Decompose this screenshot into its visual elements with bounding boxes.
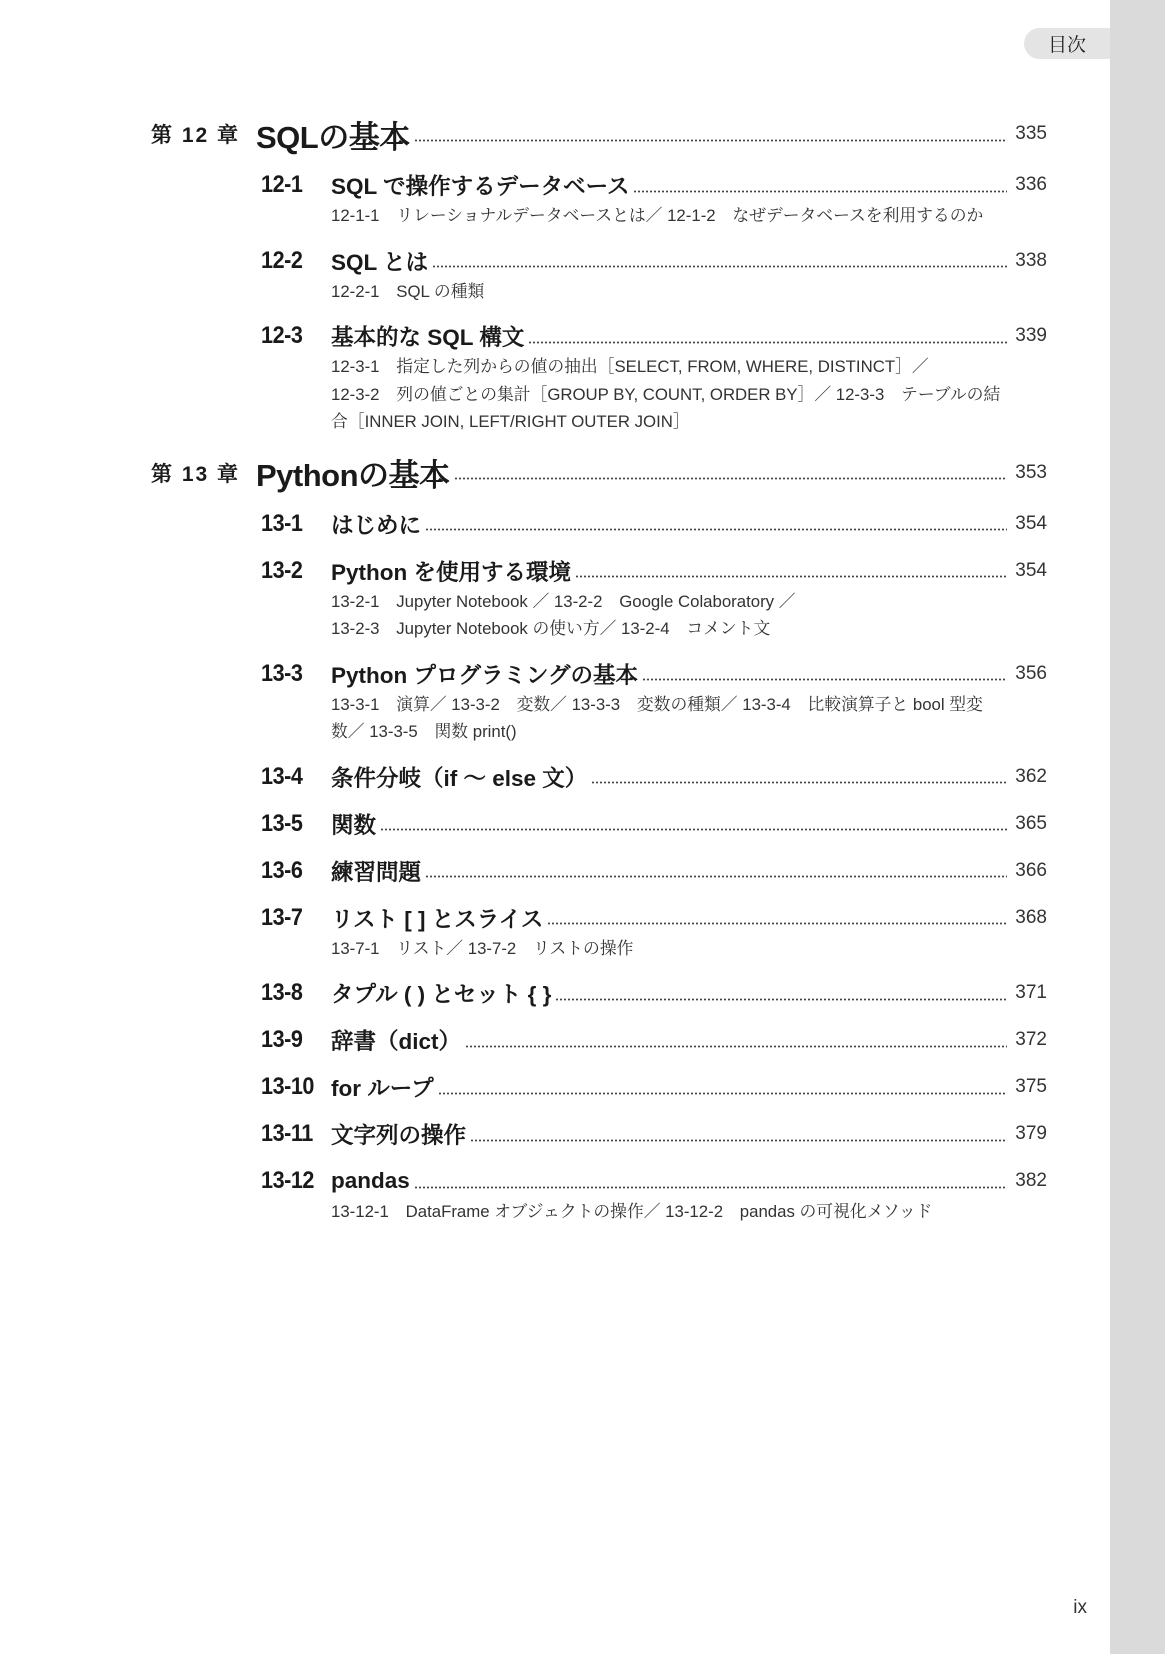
section-title: 条件分岐（if ～ else 文） [331, 765, 588, 791]
toc-section-13-12 [151, 1165, 1047, 1197]
toc-section-12-3 [151, 320, 1047, 352]
subsection-line: 12-3-1 指定した列からの値の抽出［SELECT, FROM, WHERE, DISTINCT］／ [331, 357, 929, 376]
section-title: SQL で操作するデータベース [331, 174, 630, 199]
page-ref: 335 [1015, 123, 1047, 144]
dot-leader [555, 998, 1007, 1001]
page-ref: 366 [1015, 859, 1047, 881]
subsection-line: 12-2-1 SQL の種類 [331, 281, 485, 301]
chapter-13-heading [151, 453, 1047, 493]
chapter-label: 第 13 章 [151, 462, 241, 486]
section-number: 13-4 [261, 762, 303, 790]
section-title: SQL とは [331, 249, 429, 275]
section-number: 13-3 [261, 659, 303, 687]
dot-leader [425, 875, 1007, 878]
chapter-title: SQLの基本 [256, 119, 410, 155]
page-ref: 372 [1015, 1029, 1047, 1050]
chapter-12-heading [151, 114, 1047, 154]
dot-leader [591, 781, 1007, 784]
page-ref: 365 [1015, 812, 1047, 834]
dot-leader [547, 922, 1007, 925]
chapter-label: 第 12 章 [151, 124, 241, 147]
section-number: 12-3 [261, 322, 303, 349]
toc-section-12-2 [151, 245, 1047, 277]
section-title: for ループ [331, 1076, 434, 1101]
section-number: 13-6 [261, 856, 303, 884]
dot-leader [425, 528, 1007, 531]
section-title: タプル ( ) とセット { } [331, 982, 552, 1007]
page-ref: 353 [1015, 461, 1047, 483]
subsection-list [151, 202, 1047, 230]
dot-leader [414, 139, 1008, 142]
section-title: 基本的な SQL 構文 [331, 325, 525, 350]
dot-leader [380, 828, 1007, 831]
section-number: 13-9 [261, 1026, 303, 1053]
section-number: 13-1 [261, 509, 303, 537]
page-ref: 339 [1015, 325, 1047, 346]
subsection-list [151, 1198, 1047, 1226]
section-number: 12-1 [261, 171, 303, 198]
toc-section-13-8 [151, 977, 1047, 1009]
page-number: ix [1073, 1597, 1087, 1618]
section-number: 13-11 [261, 1120, 313, 1147]
toc-section-13-5 [151, 808, 1047, 840]
dot-leader [470, 1139, 1007, 1142]
toc-section-13-11 [151, 1118, 1047, 1150]
section-title: 辞書（dict） [331, 1029, 462, 1054]
dot-leader [528, 341, 1007, 344]
dot-leader [575, 575, 1007, 578]
page-ref: 375 [1015, 1076, 1047, 1097]
page-ref: 338 [1015, 249, 1047, 271]
page-ref: 379 [1015, 1123, 1047, 1144]
page-ref: 382 [1015, 1170, 1047, 1191]
toc-section-13-4 [151, 761, 1047, 793]
toc-section-13-3 [151, 658, 1047, 690]
toc-section-13-7 [151, 902, 1047, 934]
toc-section-13-2 [151, 555, 1047, 587]
section-title: pandas [331, 1168, 410, 1193]
subsection-line: 13-2-1 Jupyter Notebook ／ 13-2-2 Google Colaboratory ／ [331, 591, 796, 611]
contents-tab: 目次 [1024, 28, 1110, 59]
subsection-list [151, 588, 1047, 643]
section-number: 13-7 [261, 903, 303, 931]
subsection-line: 13-2-3 Jupyter Notebook の使い方／ 13-2-4 コメント文 [331, 619, 771, 638]
dot-leader [642, 678, 1007, 681]
subsection-list [151, 935, 1047, 963]
dot-leader [438, 1092, 1008, 1095]
subsection-list [151, 691, 1047, 746]
table-of-contents [151, 114, 1047, 1226]
dot-leader [454, 477, 1008, 480]
page-ref: 356 [1015, 662, 1047, 684]
page-ref: 362 [1015, 765, 1047, 787]
section-number: 13-5 [261, 809, 303, 837]
section-number: 12-2 [261, 246, 303, 274]
page-ref: 336 [1015, 174, 1047, 195]
subsection-list [151, 278, 1047, 306]
section-title: はじめに [331, 512, 422, 538]
chapter-title: Pythonの基本 [256, 458, 450, 493]
section-title: 練習問題 [331, 859, 422, 885]
page-ref: 354 [1015, 512, 1047, 534]
section-number: 13-8 [261, 979, 303, 1006]
subsection-line: 13-7-1 リスト／ 13-7-2 リストの操作 [331, 938, 634, 958]
subsection-line: 13-3-1 演算／ 13-3-2 変数／ 13-3-3 変数の種類／ 13-3-4 比較演算子と bool 型変 [331, 694, 983, 714]
toc-section-13-1 [151, 508, 1047, 540]
page-ref: 368 [1015, 906, 1047, 928]
subsection-line: 12-3-2 列の値ごとの集計［GROUP BY, COUNT, ORDER BY］／ 12-3-3 テーブルの結 [331, 384, 1001, 404]
page-ref: 371 [1015, 982, 1047, 1003]
section-number: 13-2 [261, 556, 303, 584]
dot-leader [432, 265, 1007, 268]
section-title: 文字列の操作 [331, 1123, 467, 1148]
dot-leader [465, 1045, 1007, 1048]
section-title: 関数 [331, 812, 377, 838]
section-number: 13-12 [261, 1167, 315, 1194]
dot-leader [633, 190, 1007, 193]
section-title: リスト [ ] とスライス [331, 906, 544, 932]
dot-leader [414, 1186, 1008, 1189]
section-number: 13-10 [261, 1073, 315, 1100]
section-title: Python プログラミングの基本 [331, 662, 639, 688]
subsection-line: 12-1-1 リレーショナルデータベースとは／ 12-1-2 なぜデータベースを利用するのか [331, 206, 984, 225]
subsection-line: 合［INNER JOIN, LEFT/RIGHT OUTER JOIN］ [331, 412, 690, 431]
toc-section-12-1 [151, 169, 1047, 201]
toc-section-13-9 [151, 1024, 1047, 1056]
subsection-line: 13-12-1 DataFrame オブジェクトの操作／ 13-12-2 pandas の可視化メソッド [331, 1202, 933, 1221]
subsection-line: 数／ 13-3-5 関数 print() [331, 722, 517, 741]
subsection-list [151, 353, 1047, 436]
page-ref: 354 [1015, 559, 1047, 581]
section-title: Python を使用する環境 [331, 559, 571, 585]
toc-section-13-6 [151, 855, 1047, 887]
side-strip [1110, 0, 1165, 1654]
toc-section-13-10 [151, 1071, 1047, 1103]
